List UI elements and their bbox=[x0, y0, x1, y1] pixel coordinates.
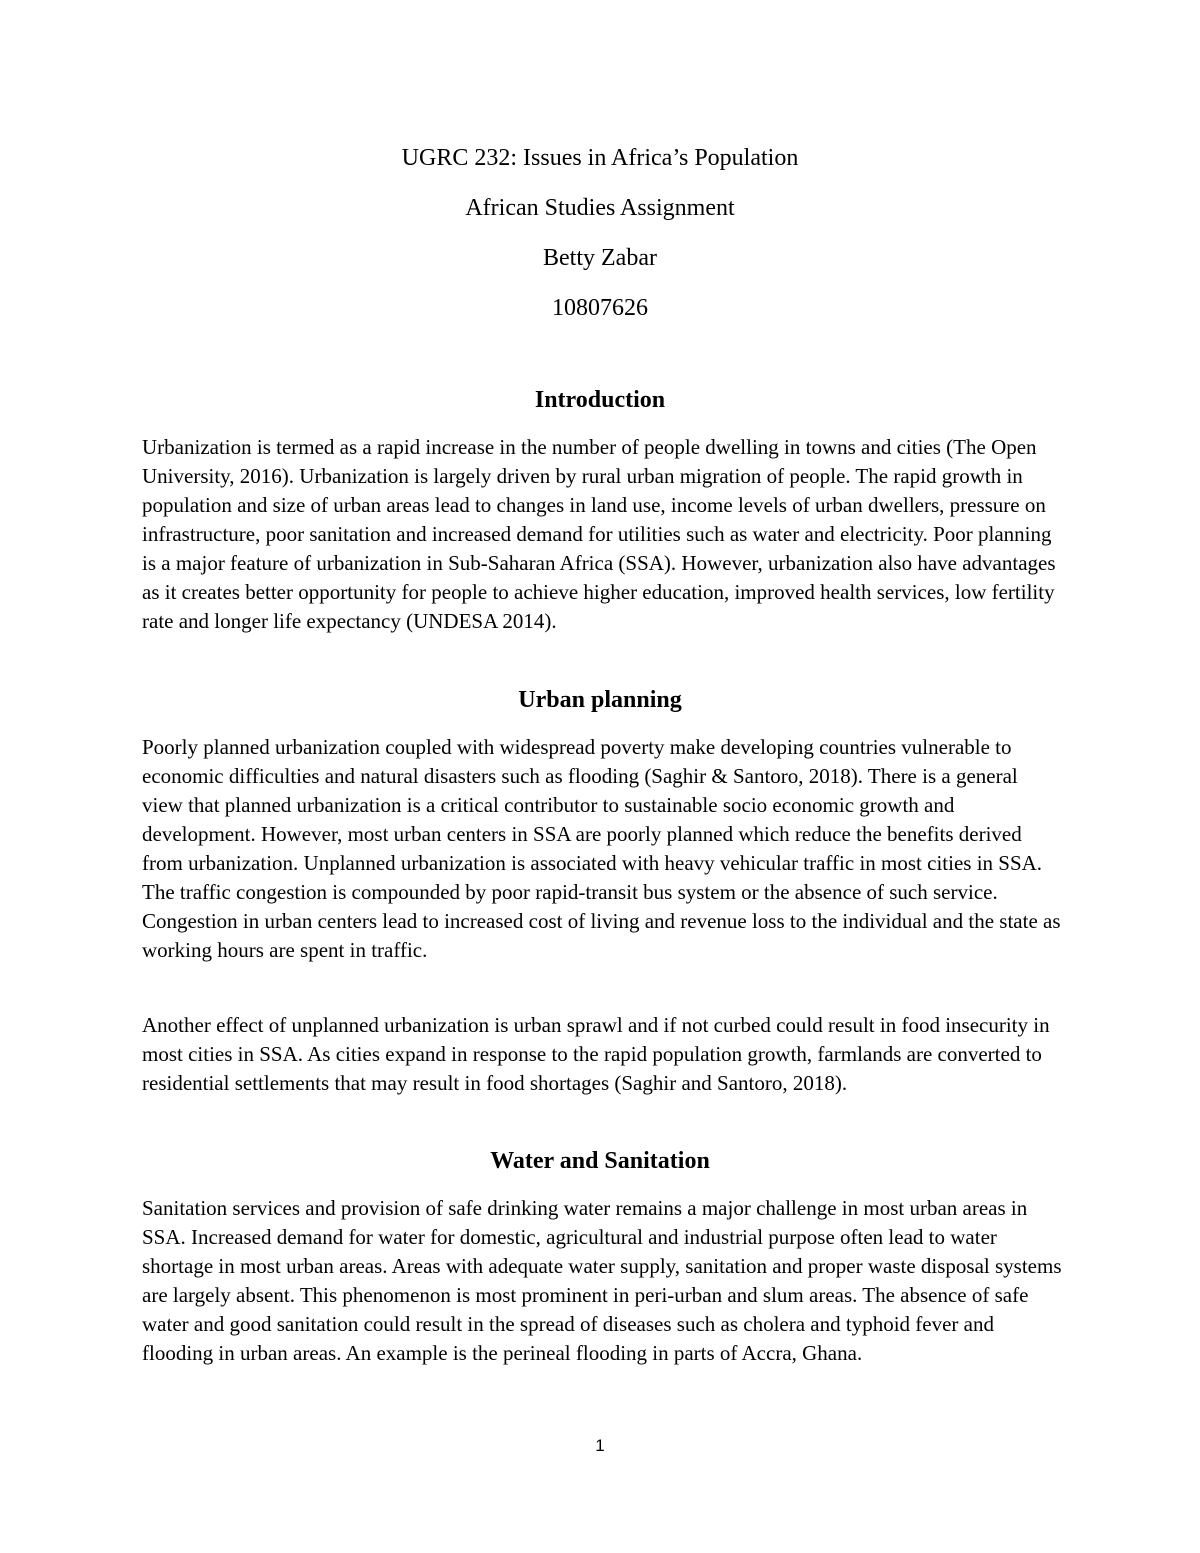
urban-planning-paragraph-1: Poorly planned urbanization coupled with widespread poverty make developing countries vulnerable to economic difficulties and natural disasters such as flooding (Saghir & Santoro, 2018). There is a general view that planned urbanization is a critical contributor to sustainable socio economic growth and development. However, most urban centers in SSA are poorly planned which reduce the benefits derived from urbanization. Unplanned urbanization is associated with heavy vehicular traffic in most cities in SSA. The traffic congestion is compounded by poor rapid-transit bus system or the absence of such service. Congestion in urban centers lead to increased cost of living and revenue loss to the individual and the state as working hours are spent in traffic. bbox=[142, 735, 1061, 962]
author-name: Betty Zabar bbox=[543, 245, 657, 271]
title-block bbox=[0, 143, 1200, 343]
section-heading-water-sanitation: Water and Sanitation bbox=[490, 1148, 710, 1174]
course-title: UGRC 232: Issues in Africa’s Population bbox=[401, 145, 799, 171]
section-heading-introduction: Introduction bbox=[534, 387, 666, 413]
page-number: 1 bbox=[595, 1436, 605, 1455]
section-heading-urban-planning: Urban planning bbox=[518, 687, 682, 713]
assignment-title: African Studies Assignment bbox=[465, 195, 735, 221]
urban-planning-paragraph-2: Another effect of unplanned urbanization is urban sprawl and if not curbed could result in food insecurity in most cities in SSA. As cities expand in response to the rapid population growth, farmlands are converted to residential settlements that may result in food shortages (Saghir and Santoro, 2018). bbox=[142, 1013, 1050, 1095]
student-id: 10807626 bbox=[552, 295, 648, 321]
water-sanitation-paragraph: Sanitation services and provision of safe drinking water remains a major challenge in most urban areas in SSA. Increased demand for water for domestic, agricultural and industrial purpose often lead to water shortage in most urban areas. Areas with adequate water supply, sanitation and proper waste disposal systems are largely absent. This phenomenon is most prominent in peri-urban and slum areas. The absence of safe water and good sanitation could result in the spread of diseases such as cholera and typhoid fever and flooding in urban areas. An example is the perineal flooding in parts of Accra, Ghana. bbox=[142, 1196, 1062, 1365]
introduction-paragraph: Urbanization is termed as a rapid increase in the number of people dwelling in towns and cities (The Open University, 2016). Urbanization is largely driven by rural urban migration of people. The rapid growth in population and size of urban areas lead to changes in land use, income levels of urban dwellers, pressure on infrastructure, poor sanitation and increased demand for utilities such as water and electricity. Poor planning is a major feature of urbanization in Sub-Saharan Africa (SSA). However, urbanization also have advantages as it creates better opportunity for people to achieve higher education, improved health services, low fertility rate and longer life expectancy (UNDESA 2014). bbox=[142, 435, 1056, 633]
